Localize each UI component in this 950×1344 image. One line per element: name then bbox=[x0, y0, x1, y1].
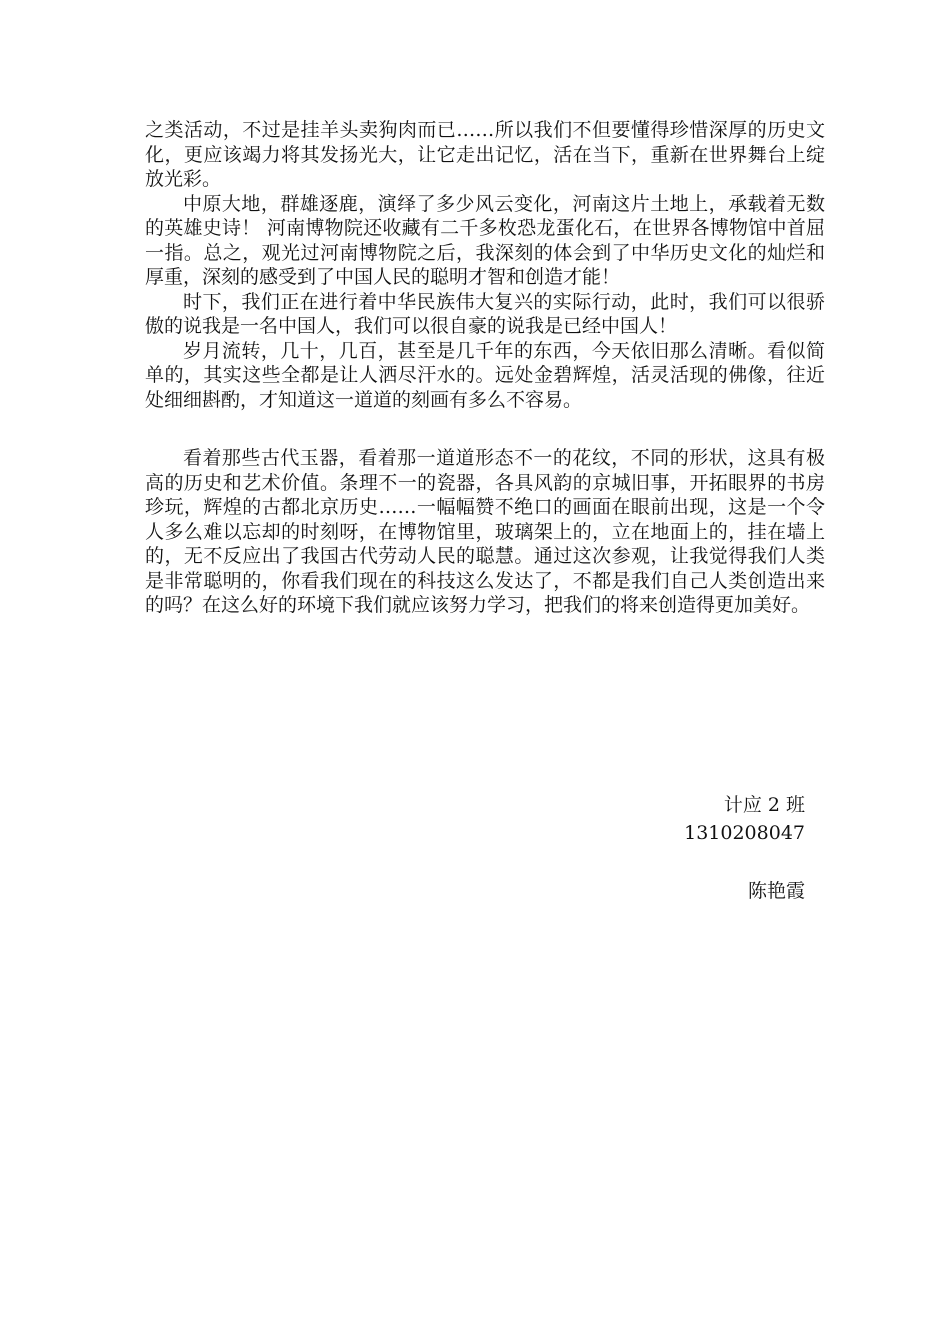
signature-student-id: 1310208047 bbox=[684, 822, 805, 844]
paragraph-3: 时下，我们正在进行着中华民族伟大复兴的实际行动，此时，我们可以很骄傲的说我是一名中国人，我们可以很自豪的说我是已经中国人！ bbox=[145, 290, 825, 337]
paragraph-4: 岁月流转，几十，几百，甚至是几千年的东西，今天依旧那么清晰。看似简单的，其实这些全都是让人洒尽汗水的。远处金碧辉煌，活灵活现的佛像，往近处细细斟酌，才知道这一道道的刻画有多么不容易。 bbox=[145, 339, 825, 411]
document-body bbox=[145, 118, 825, 618]
signature-name: 陈艳霞 bbox=[747, 880, 805, 902]
paragraph-2: 中原大地，群雄逐鹿，演绎了多少风云变化，河南这片土地上，承载着无数的英雄史诗！ 河南博物院还收藏有二千多枚恐龙蛋化石，在世界各博物馆中首屈一指。总之，观光过河南博物院之后，我深刻的体会到了中华历史文化的灿烂和厚重，深刻的感受到了中国人民的聪明才智和创造才能！ bbox=[145, 192, 825, 288]
signature-class: 计应 2 班 bbox=[723, 794, 805, 816]
paragraph-5: 看着那些古代玉器，看着那一道道形态不一的花纹，不同的形状，这具有极高的历史和艺术价值。条理不一的瓷器，各具风韵的京城旧事，开拓眼界的书房珍玩，辉煌的古都北京历史……一幅幅赞不绝口的画面在眼前出现，这是一个令人多么难以忘却的时刻呀，在博物馆里，玻璃架上的，立在地面上的，挂在墙上的，无不反应出了我国古代劳动人民的聪慧。通过这次参观，让我觉得我们人类是非常聪明的，你看我们现在的科技这么发达了，不都是我们自己人类创造出来的吗？在这么好的环境下我们就应该努力学习，把我们的将来创造得更加美好。 bbox=[145, 447, 825, 616]
paragraph-1: 之类活动，不过是挂羊头卖狗肉而已……所以我们不但要懂得珍惜深厚的历史文化，更应该竭力将其发扬光大，让它走出记忆，活在当下，重新在世界舞台上绽放光彩。 bbox=[145, 119, 825, 190]
